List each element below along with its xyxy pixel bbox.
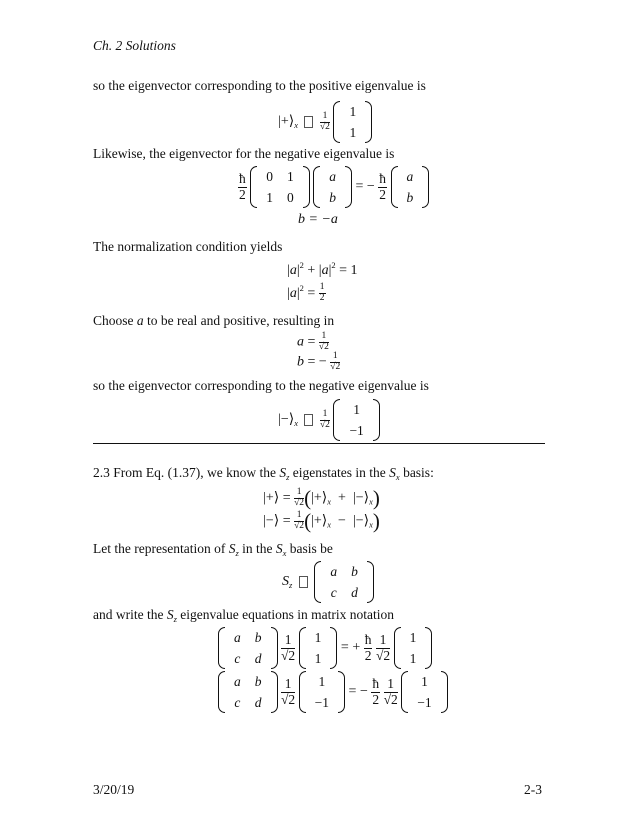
footer-page-number: 2-3 — [524, 782, 542, 797]
relation-symbol-box-3 — [299, 576, 308, 588]
equation-minus-x-eigenvector: $|-⟩_x$ $\frac{1}{√2}$ 1 −1 — [278, 399, 380, 441]
footer-date: 3/20/19 — [93, 782, 135, 797]
paragraph-negative-eigenvector: Likewise, the eigenvector for the negative eigenvalue is — [93, 146, 395, 161]
section-divider — [93, 443, 545, 444]
equation-matrix-eigen-plus: a b c d $\frac{1}{√2}$ 1 1 = + $\frac{ħ}{2}$ $\frac{1}{√2}$ 1 1 — [218, 627, 432, 669]
equation-sz-matrix: $S_z$ a b c d — [282, 561, 374, 603]
equation-a-squared: $|a|^2$ = $\frac{1}{2}$ — [287, 282, 325, 304]
paragraph-problem-2-3: 2.3 From Eq. (1.37), we know the $S_z$ eigenstates in the $S_x$ basis: — [93, 465, 434, 482]
equation-plus-z-state: |+⟩ = $\frac{1}{√2}$ ($|+⟩_x$ + $|-⟩_x$) — [263, 486, 380, 510]
equation-minus-z-state: |−⟩ = $\frac{1}{√2}$ ($|+⟩_x$ − $|-⟩_x$) — [263, 509, 380, 533]
column-vector-ab-rhs: a b — [391, 166, 430, 208]
relation-symbol-box-2 — [304, 414, 313, 426]
paragraph-representation: Let the representation of $S_z$ in the $S_x$ basis be — [93, 541, 333, 558]
equation-a-value: a = $\frac{1}{√2}$ — [297, 331, 329, 352]
equation-b-equals-minus-a: b = −a — [298, 212, 338, 227]
paragraph-positive-eigenvector: so the eigenvector corresponding to the positive eigenvalue is — [93, 78, 426, 93]
paragraph-normalization: The normalization condition yields — [93, 239, 283, 254]
matrix-abcd: a b c d — [314, 561, 374, 603]
column-vector-ab: a b — [313, 166, 352, 208]
equation-eigenvalue-negative: $\frac{ħ}{2}$ 0 1 1 0 a b = − $\frac{ħ}{2}$ a b — [238, 166, 429, 208]
paragraph-negative-eigenvector-result: so the eigenvector corresponding to the negative eigenvalue is — [93, 378, 429, 393]
equation-normalization: $|a|^2 + |a|^2 = 1$ — [287, 260, 358, 278]
matrix-sx: 0 1 1 0 — [250, 166, 310, 208]
equation-matrix-eigen-minus: a b c d $\frac{1}{√2}$ 1 −1 = − $\frac{ħ}{2}$ $\frac{1}{√2}$ 1 −1 — [218, 671, 448, 713]
column-vector: 1 1 — [333, 101, 372, 143]
column-vector-minus: 1 −1 — [333, 399, 379, 441]
page-header: Ch. 2 Solutions — [93, 38, 176, 53]
equation-plus-x-eigenvector: $|+⟩_x$ $\frac{1}{√2}$ 1 1 — [278, 101, 372, 143]
paragraph-matrix-notation: and write the $S_z$ eigenvalue equations in matrix notation — [93, 607, 394, 624]
relation-symbol-box — [304, 116, 313, 128]
paragraph-choose-a: Choose a to be real and positive, resulting in — [93, 313, 335, 328]
equation-b-value: b = − $\frac{1}{√2}$ — [297, 351, 341, 372]
